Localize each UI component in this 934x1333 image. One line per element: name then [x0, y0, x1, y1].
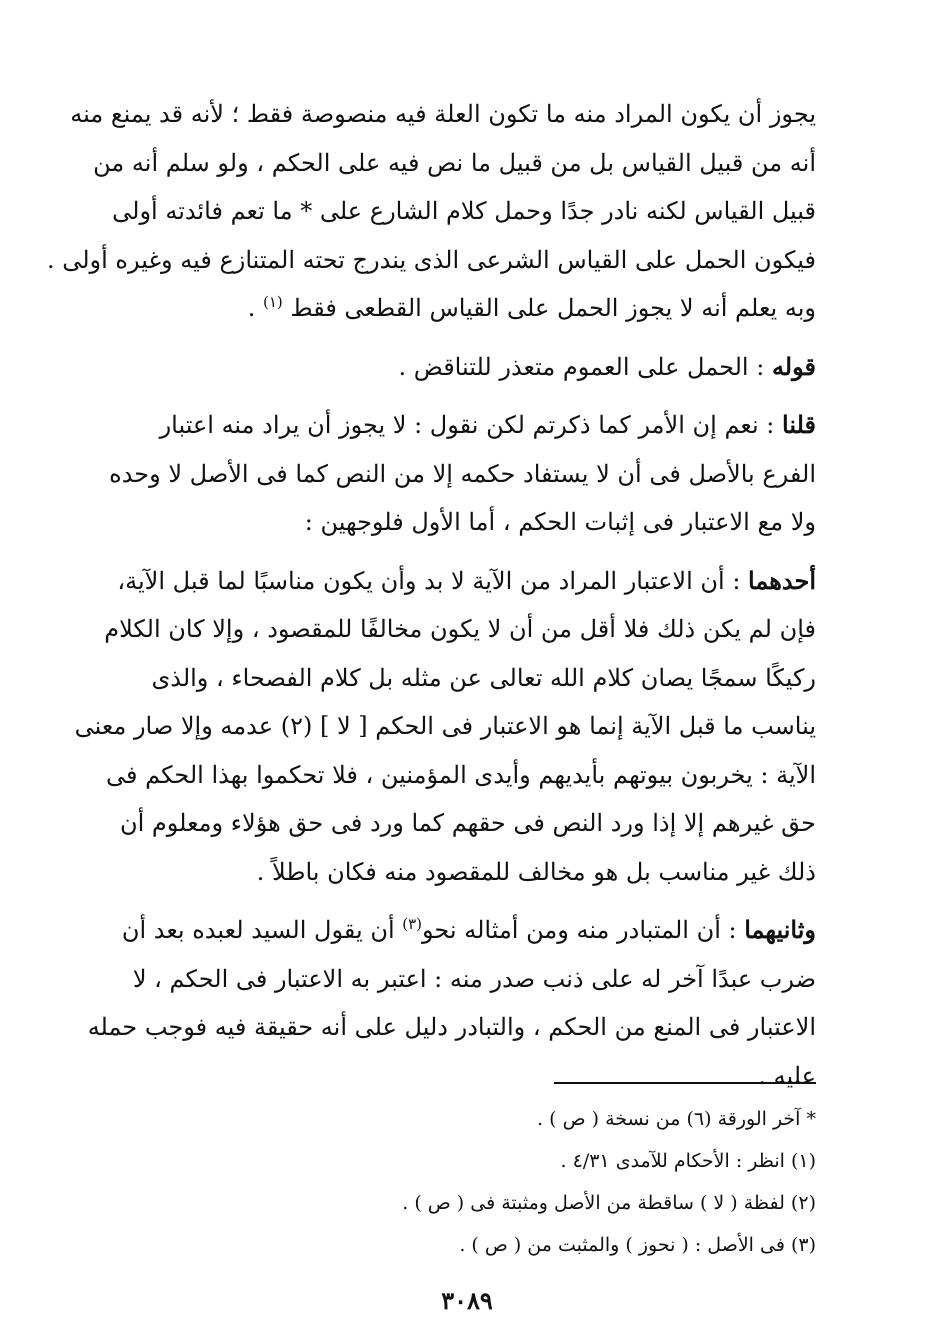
text-line: [104, 906, 816, 955]
text-line: ضرب عبدًا آخر له على ذنب صدر منه : اعتبر به الاعتبار فى الحكم ، لا: [132, 964, 816, 993]
line-text: : أن الاعتبار المراد من الآية لا بد وأن يكون مناسبًا لما قبل الآية،: [117, 566, 749, 595]
footnote: * آخر الورقة (٦) من نسخة ( ص ) .: [537, 1108, 816, 1130]
text-line: عليه .: [758, 1061, 816, 1090]
text-line: حق غيرهم إلا إذا ورد النص فى حقهم كما ورد فى حق هؤلاء ومعلوم أن: [119, 809, 816, 837]
text-line: فيكون الحمل على القياس الشرعى الذى يندرج تحته المتنازع فيه وغيره أولى .: [46, 245, 816, 274]
paragraph-lead: وثانيهما: [744, 915, 816, 944]
footnotes: [104, 1098, 816, 1266]
text-line: يجوز أن يكون المراد منه ما تكون العلة فيه منصوصة فقط ؛ لأنه قد يمنع منه: [70, 100, 816, 128]
footnote-ref: (٣): [402, 915, 423, 933]
paragraph-ahaduhuma: [74, 557, 816, 897]
text-line: قبيل القياس لكنه نادر جدًا وحمل كلام الشارع على * ما تعم فائدته أولى: [112, 197, 816, 225]
line-text: : نعم إن الأمر كما ذكرتم لكن نقول : لا يجوز أن يراد منه اعتبار: [159, 411, 783, 439]
line-text: أن يقول السيد لعبده بعد أن: [121, 916, 403, 944]
line-text: : الحمل على العموم متعذر للتناقض .: [398, 352, 772, 381]
text-line: ذلك غير مناسب بل هو مخالف للمقصود منه فكان باطلاً .: [256, 857, 816, 886]
footnote: (٣) فى الأصل : ( نحوز ) والمثبت من ( ص ) .: [459, 1234, 816, 1256]
text-line: [104, 557, 816, 606]
text-line: [104, 401, 816, 450]
paragraph-intro: [46, 90, 816, 333]
text-line: ولا مع الاعتبار فى إثبات الحكم ، أما الأول فلوجهين :: [304, 508, 816, 536]
footnote-ref: (١): [262, 293, 283, 311]
paragraph-thanihima: [87, 906, 816, 1100]
text-line: الفرع بالأصل فى أن لا يستفاد حكمه إلا من النص كما فى الأصل لا وحده: [109, 459, 816, 488]
paragraph-lead: قلنا: [782, 410, 816, 439]
line-end: .: [247, 294, 263, 322]
paragraph-lead: قوله: [771, 351, 816, 381]
paragraph-lead: أحدهما: [748, 565, 816, 595]
footnote: (٢) لفظة ( لا ) ساقطة من الأصل ومثبتة فى ( ص ) .: [402, 1192, 816, 1214]
line-text: : أن المتبادر منه ومن أمثاله نحو: [422, 916, 745, 944]
text-line: فإن لم يكن ذلك فلا أقل من أن لا يكون مخالفًا للمقصود ، وإلا كان الكلام: [104, 615, 816, 643]
text-line: يناسب ما قبل الآية إنما هو الاعتبار فى الحكم [ لا ] (٢) عدمه وإلا صار معنى: [74, 712, 816, 740]
footnote: (١) انظر : الأحكام للآمدى ٤/٣١ .: [560, 1150, 816, 1172]
text-line: الآية : يخربون بيوتهم بأيديهم وأيدى المؤمنين ، فلا تحكموا بهذا الحكم فى: [106, 760, 816, 789]
text-line: أنه من قبيل القياس بل من قبيل ما نص فيه على الحكم ، ولو سلم أنه من: [93, 148, 816, 177]
page-number: ٣٠٨٩: [441, 1286, 493, 1315]
text-line: [104, 343, 816, 392]
footnote-divider: [554, 1082, 816, 1084]
text-line: [104, 284, 816, 333]
text-line: الاعتبار فى المنع من الحكم ، والتبادر دليل على أنه حقيقة فيه فوجب حمله: [87, 1013, 816, 1041]
paragraph-qawluhu: [104, 343, 816, 392]
paragraph-qulna: [104, 401, 816, 547]
text-line: ركيكًا سمجًا يصان كلام الله تعالى عن مثله بل كلام الفصحاء ، والذى: [151, 663, 816, 692]
line-text: وبه يعلم أنه لا يجوز الحمل على القياس القطعى فقط: [290, 294, 816, 322]
